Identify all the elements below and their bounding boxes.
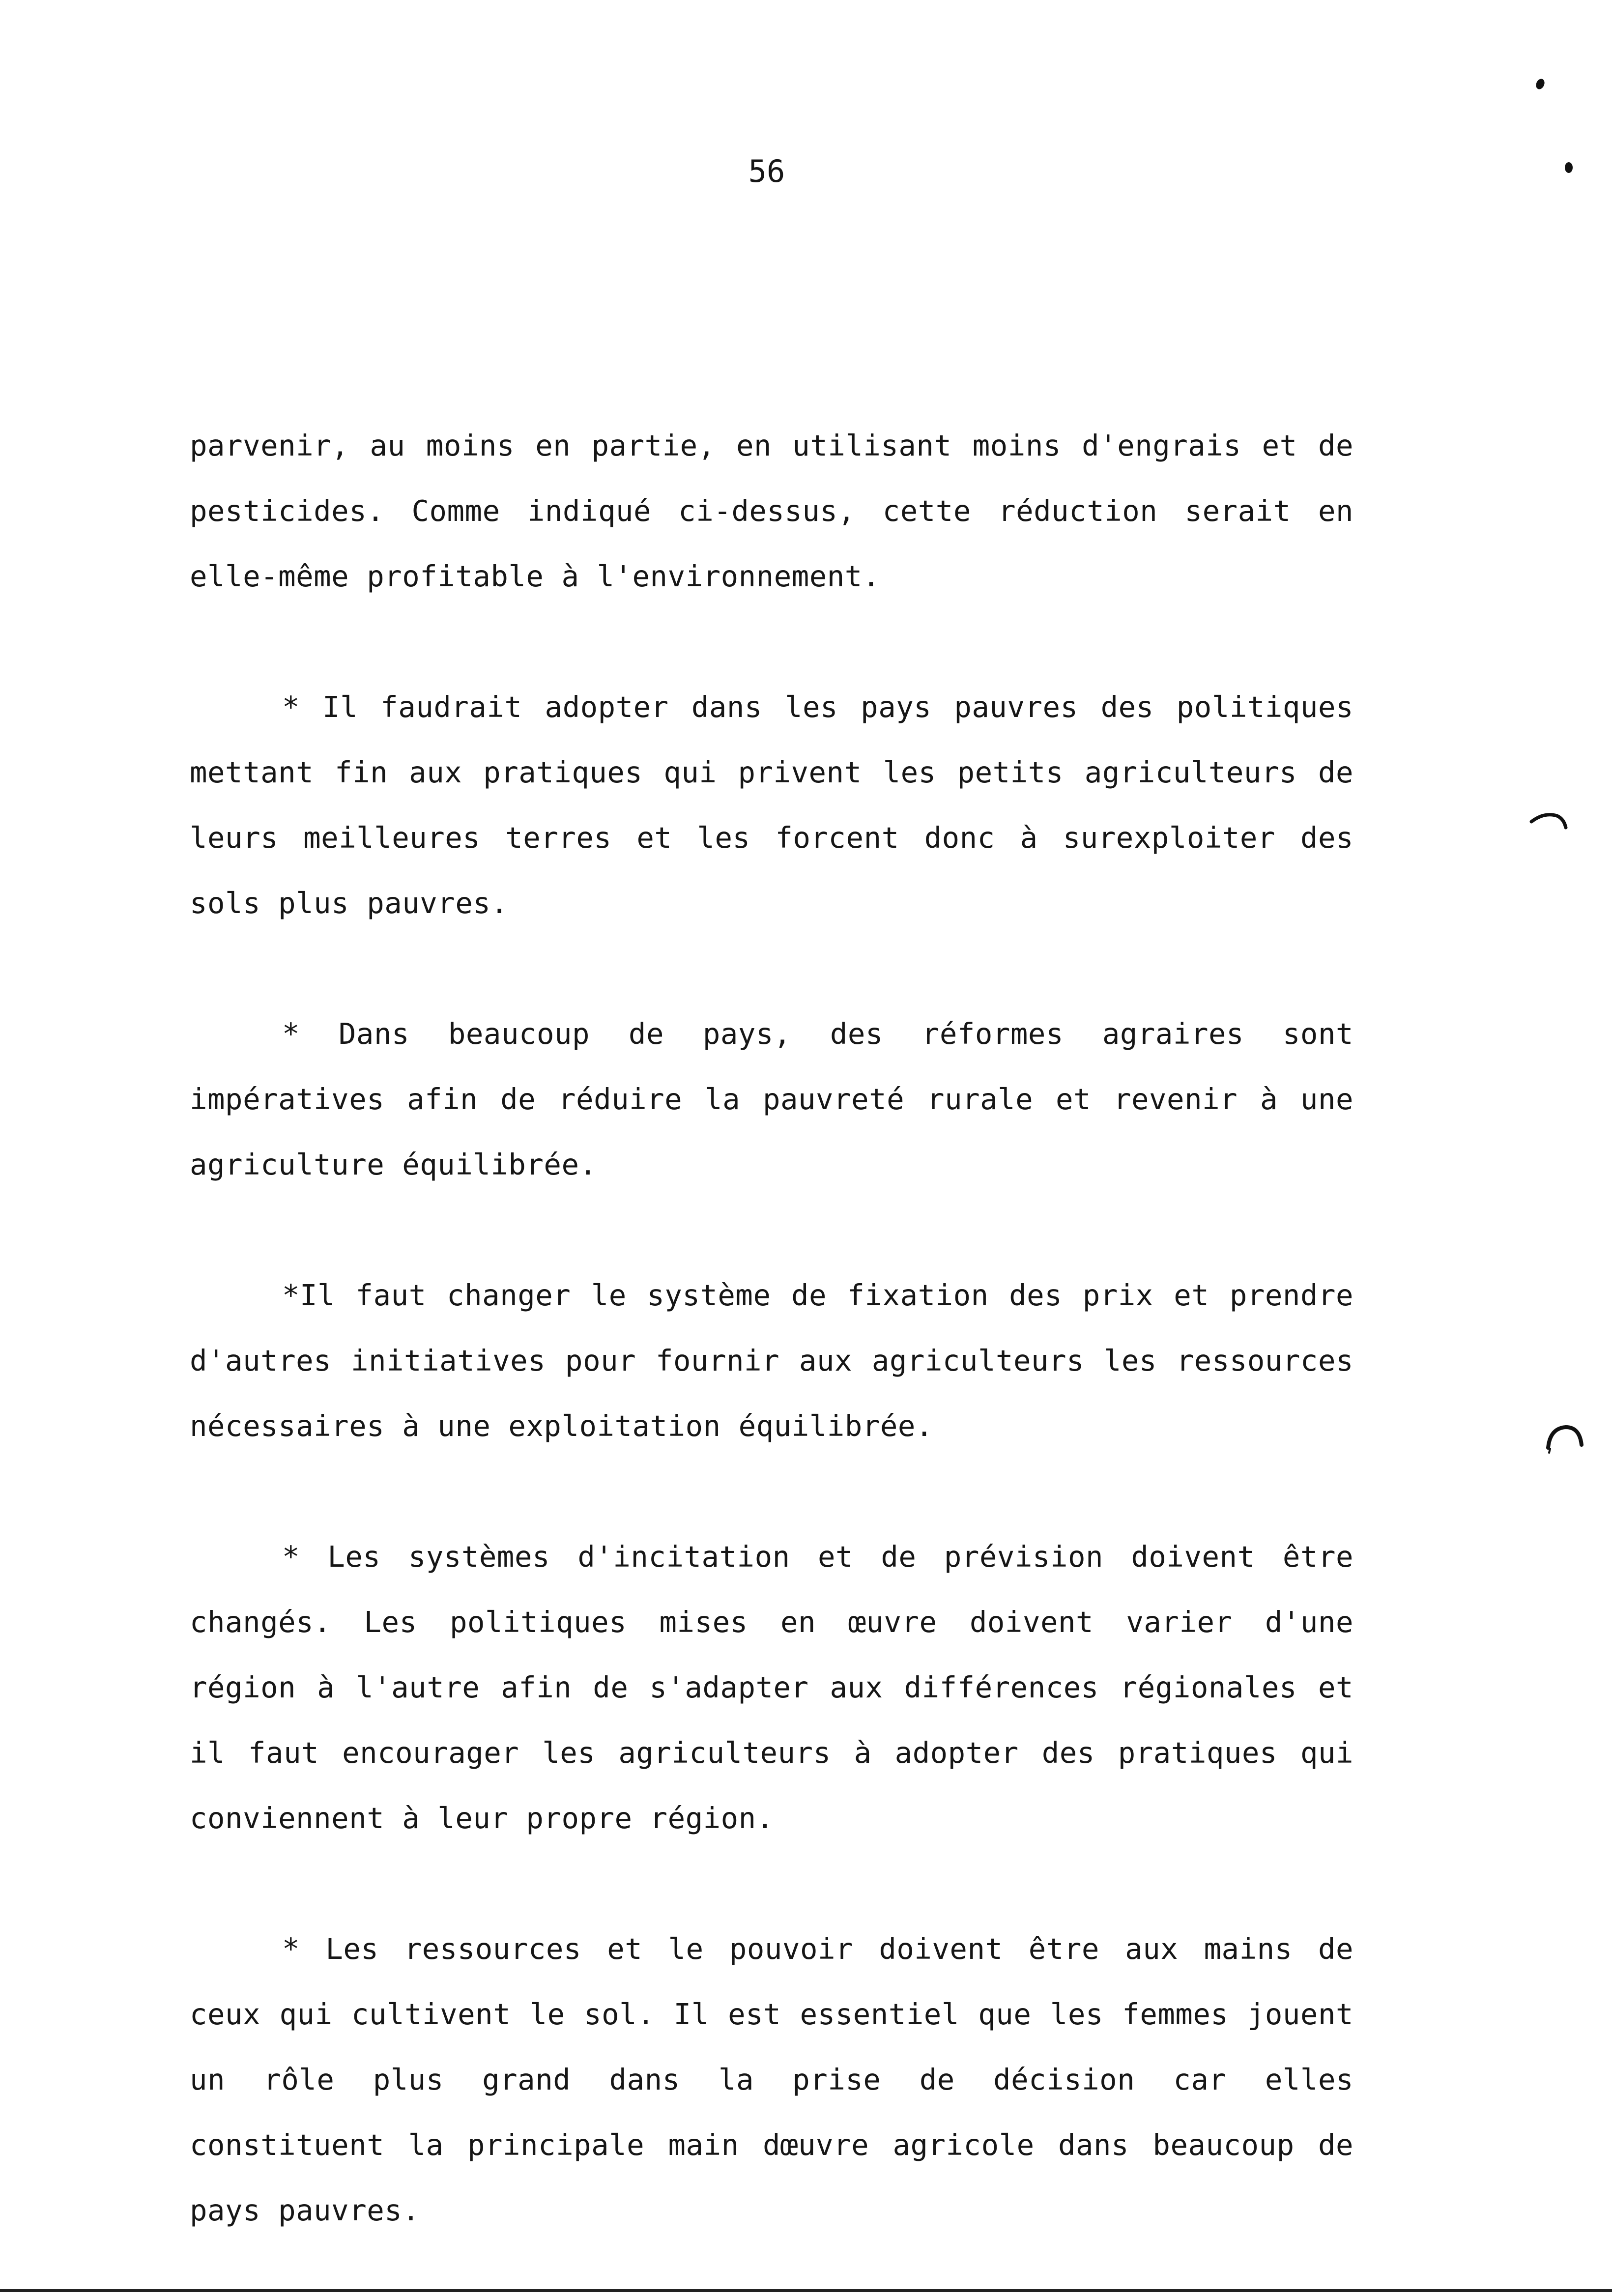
bullet-paragraph-pricing: *Il faut changer le système de fixation des prix et prendre d'autres initiatives pour fournir aux agriculteurs les ressources nécessaires à une exploitation équilibrée. [190,1278,1353,1443]
bullet-paragraph-resources-women: * Les ressources et le pouvoir doivent être aux mains de ceux qui cultivent le sol. Il est essentiel que les femmes jouent un rôle plus grand dans la prise de décision car elles constituent la principale main dœuvre agricole dans beaucoup de pays pauvres. [190,1932,1353,2227]
bullet-paragraph-incentives: * Les systèmes d'incitation et de prévision doivent être changés. Les politiques mises en œuvre doivent varier d'une région à l'autre afin de s'adapter aux différences régionales et il faut encourager les agriculteurs à adopter des pratiques qui conviennent à leur propre région. [190,1540,1353,1835]
bullet-paragraph-land-policy: * Il faudrait adopter dans les pays pauvres des politiques mettant fin aux pratiques qui privent les petits agriculteurs de leurs meilleures terres et les forcent donc à surexploiter des sols plus pauvres. [190,690,1353,920]
scan-speck-mark [1565,162,1573,173]
paragraph-continuation: parvenir, au moins en partie, en utilisant moins d'engrais et de pesticides. Comme indiqué ci-dessus, cette réduction serait en elle-même profitable à l'environnement. [190,429,1353,593]
hole-punch-arc-mark [1529,811,1568,831]
hole-punch-arc-mark [1544,1423,1584,1455]
page-number: 56 [748,153,785,189]
bullet-paragraph-agrarian-reform: * Dans beaucoup de pays, des réformes agraires sont impératives afin de réduire la pauvreté rurale et revenir à une agriculture équilibrée. [190,1017,1353,1181]
bottom-edge-rule [0,2289,1612,2292]
body-text [190,413,1353,2243]
scan-speck-mark [1534,78,1546,91]
